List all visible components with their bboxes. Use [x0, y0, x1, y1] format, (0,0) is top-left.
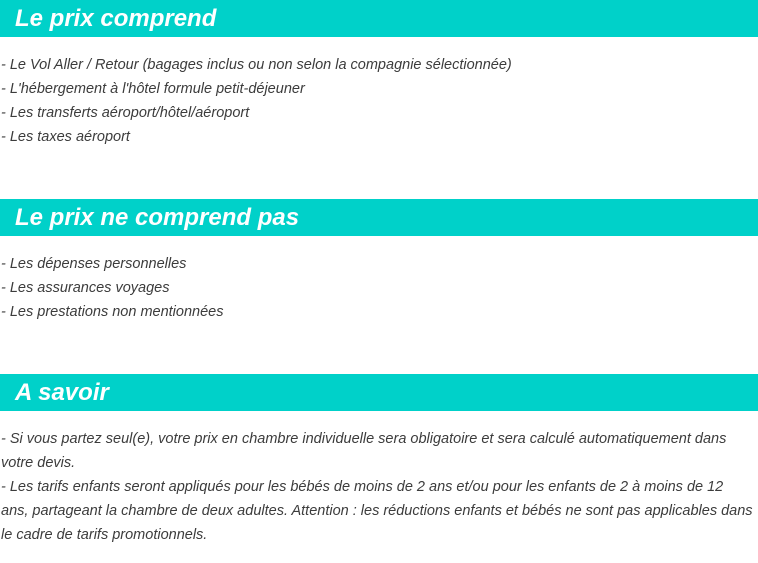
list-item: - Les dépenses personnelles — [1, 256, 187, 272]
section-title: Le prix comprend — [15, 4, 217, 32]
good-to-know-list — [1, 427, 753, 547]
section-header-price-excludes — [0, 199, 758, 236]
section-title: A savoir — [15, 378, 109, 406]
list-item: - Les transferts aéroport/hôtel/aéroport — [1, 105, 250, 121]
price-excludes-list — [1, 252, 753, 324]
list-item: - Si vous partez seul(e), votre prix en chambre individuelle sera obligatoire et sera calculé automatiquement dans votre devis. — [1, 431, 727, 471]
price-includes-list — [1, 53, 753, 149]
section-header-price-includes — [0, 0, 758, 37]
list-item: - Les assurances voyages — [1, 280, 170, 296]
section-title: Le prix ne comprend pas — [15, 203, 300, 231]
list-item: - Les taxes aéroport — [1, 129, 130, 145]
list-item: - Les prestations non mentionnées — [1, 304, 224, 320]
list-item: - Le Vol Aller / Retour (bagages inclus ou non selon la compagnie sélectionnée) — [1, 57, 512, 73]
list-item: - L'hébergement à l'hôtel formule petit-déjeuner — [1, 81, 305, 97]
section-header-good-to-know — [0, 374, 758, 411]
list-item: - Les tarifs enfants seront appliqués pour les bébés de moins de 2 ans et/ou pour les enfants de 2 à moins de 12 ans, partageant la chambre de deux adultes. Attention : les réductions enfants et bébés ne sont pas applicables dans le cadre de tarifs promotionnels. — [1, 479, 753, 543]
